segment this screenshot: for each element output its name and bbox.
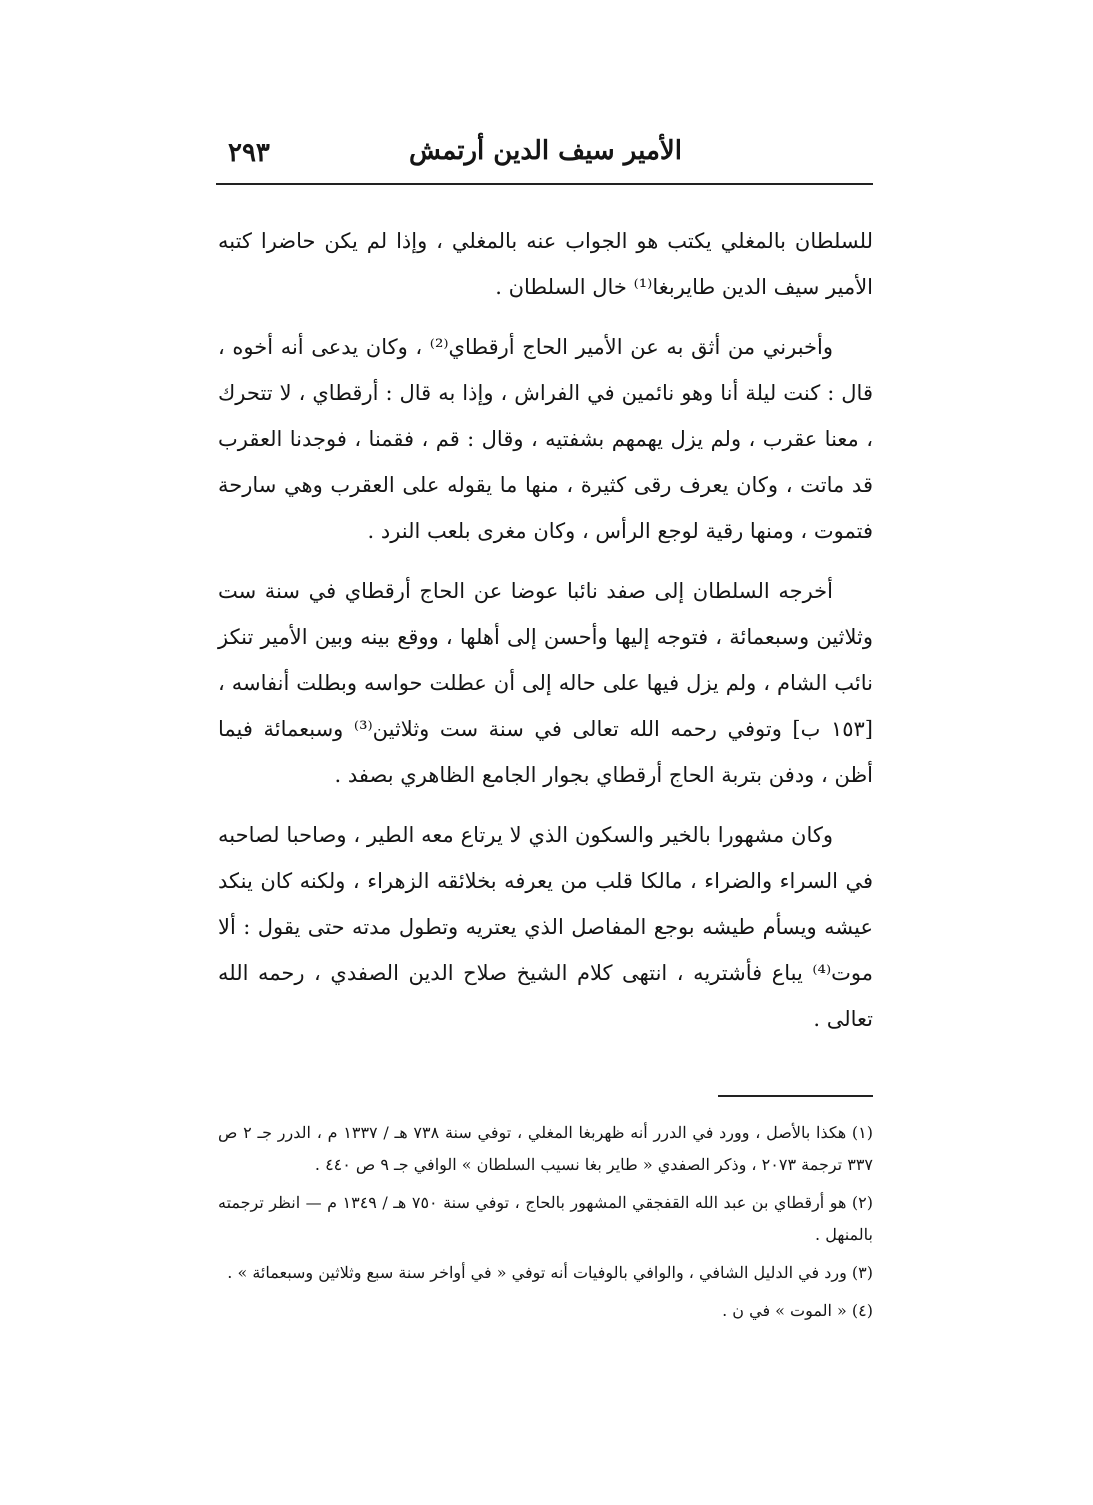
- footnote: (٢) هو أرقطاي بن عبد الله القفجقي المشهور بالحاج ، توفي سنة ٧٥٠ هـ / ١٣٤٩ م — انظر ترجمته بالمنهل .: [218, 1193, 873, 1244]
- footnote: (٤) « الموت » في ن .: [722, 1301, 873, 1320]
- running-title: الأمير سيف الدين أرتمش: [409, 136, 682, 166]
- footnote-rule: [718, 1095, 873, 1097]
- paragraph: وكان مشهورا بالخير والسكون الذي لا يرتاع معه الطير ، وصاحبا لصاحبه في السراء والضراء ، مالكا قلب من يعرفه بخلائقه الزهراء ، ولكنه كان ينكد عيشه ويسأم طيشه بوجع المفاصل الذي يعتريه وتطول مدته حتى يقول : ألا موت⁽⁴⁾ يباع فأشتريه ، انتهى كلام الشيخ صلاح الدين الصفدي ، رحمه الله تعالى .: [218, 823, 873, 1031]
- footnote: (٣) ورد في الدليل الشافي ، والوافي بالوفيات أنه توفي « في أواخر سنة سبع وثلاثين وسبعمائة » .: [227, 1263, 873, 1282]
- paragraph: أخرجه السلطان إلى صفد نائبا عوضا عن الحاج أرقطاي في سنة ست وثلاثين وسبعمائة ، فتوجه إليها وأحسن إلى أهلها ، ووقع بينه وبين الأمير تنكز نائب الشام ، ولم يزل فيها على حاله إلى أن عطلت حواسه وبطلت أنفاسه ، [١٥٣ ب] وتوفي رحمه الله تعالى في سنة ست وثلاثين⁽³⁾ وسبعمائة فيما أظن ، ودفن بتربة الحاج أرقطاي بجوار الجامع الظاهري بصفد .: [218, 579, 873, 787]
- footnote: (١) هكذا بالأصل ، وورد في الدرر أنه ظهربغا المغلي ، توفي سنة ٧٣٨ هـ / ١٣٣٧ م ، الدرر جـ ٢ ص ٣٣٧ ترجمة ٢٠٧٣ ، وذكر الصفدي « طاير بغا نسيب السلطان » الوافي جـ ٩ ص ٤٤٠ .: [218, 1123, 873, 1174]
- page-number: ٢٩٣: [228, 138, 270, 168]
- main-text: [218, 218, 873, 1056]
- paragraph: وأخبرني من أثق به عن الأمير الحاج أرقطاي⁽²⁾ ، وكان يدعى أنه أخوه ، قال : كنت ليلة أنا وهو نائمين في الفراش ، وإذا به قال : أرقطاي ، لا تتحرك ، معنا عقرب ، ولم يزل يهمهم بشفتيه ، وقال : قم ، فقمنا ، فوجدنا العقرب قد ماتت ، وكان يعرف رقى كثيرة ، منها ما يقوله على العقرب وهي سارحة فتموت ، ومنها رقية لوجع الرأس ، وكان مغرى بلعب النرد .: [218, 335, 873, 543]
- header-rule: [216, 183, 873, 185]
- page-header: [218, 134, 873, 182]
- footnotes: [218, 1117, 873, 1333]
- paragraph: للسلطان بالمغلي يكتب هو الجواب عنه بالمغلي ، وإذا لم يكن حاضرا كتبه الأمير سيف الدين طايربغا⁽¹⁾ خال السلطان .: [218, 229, 873, 299]
